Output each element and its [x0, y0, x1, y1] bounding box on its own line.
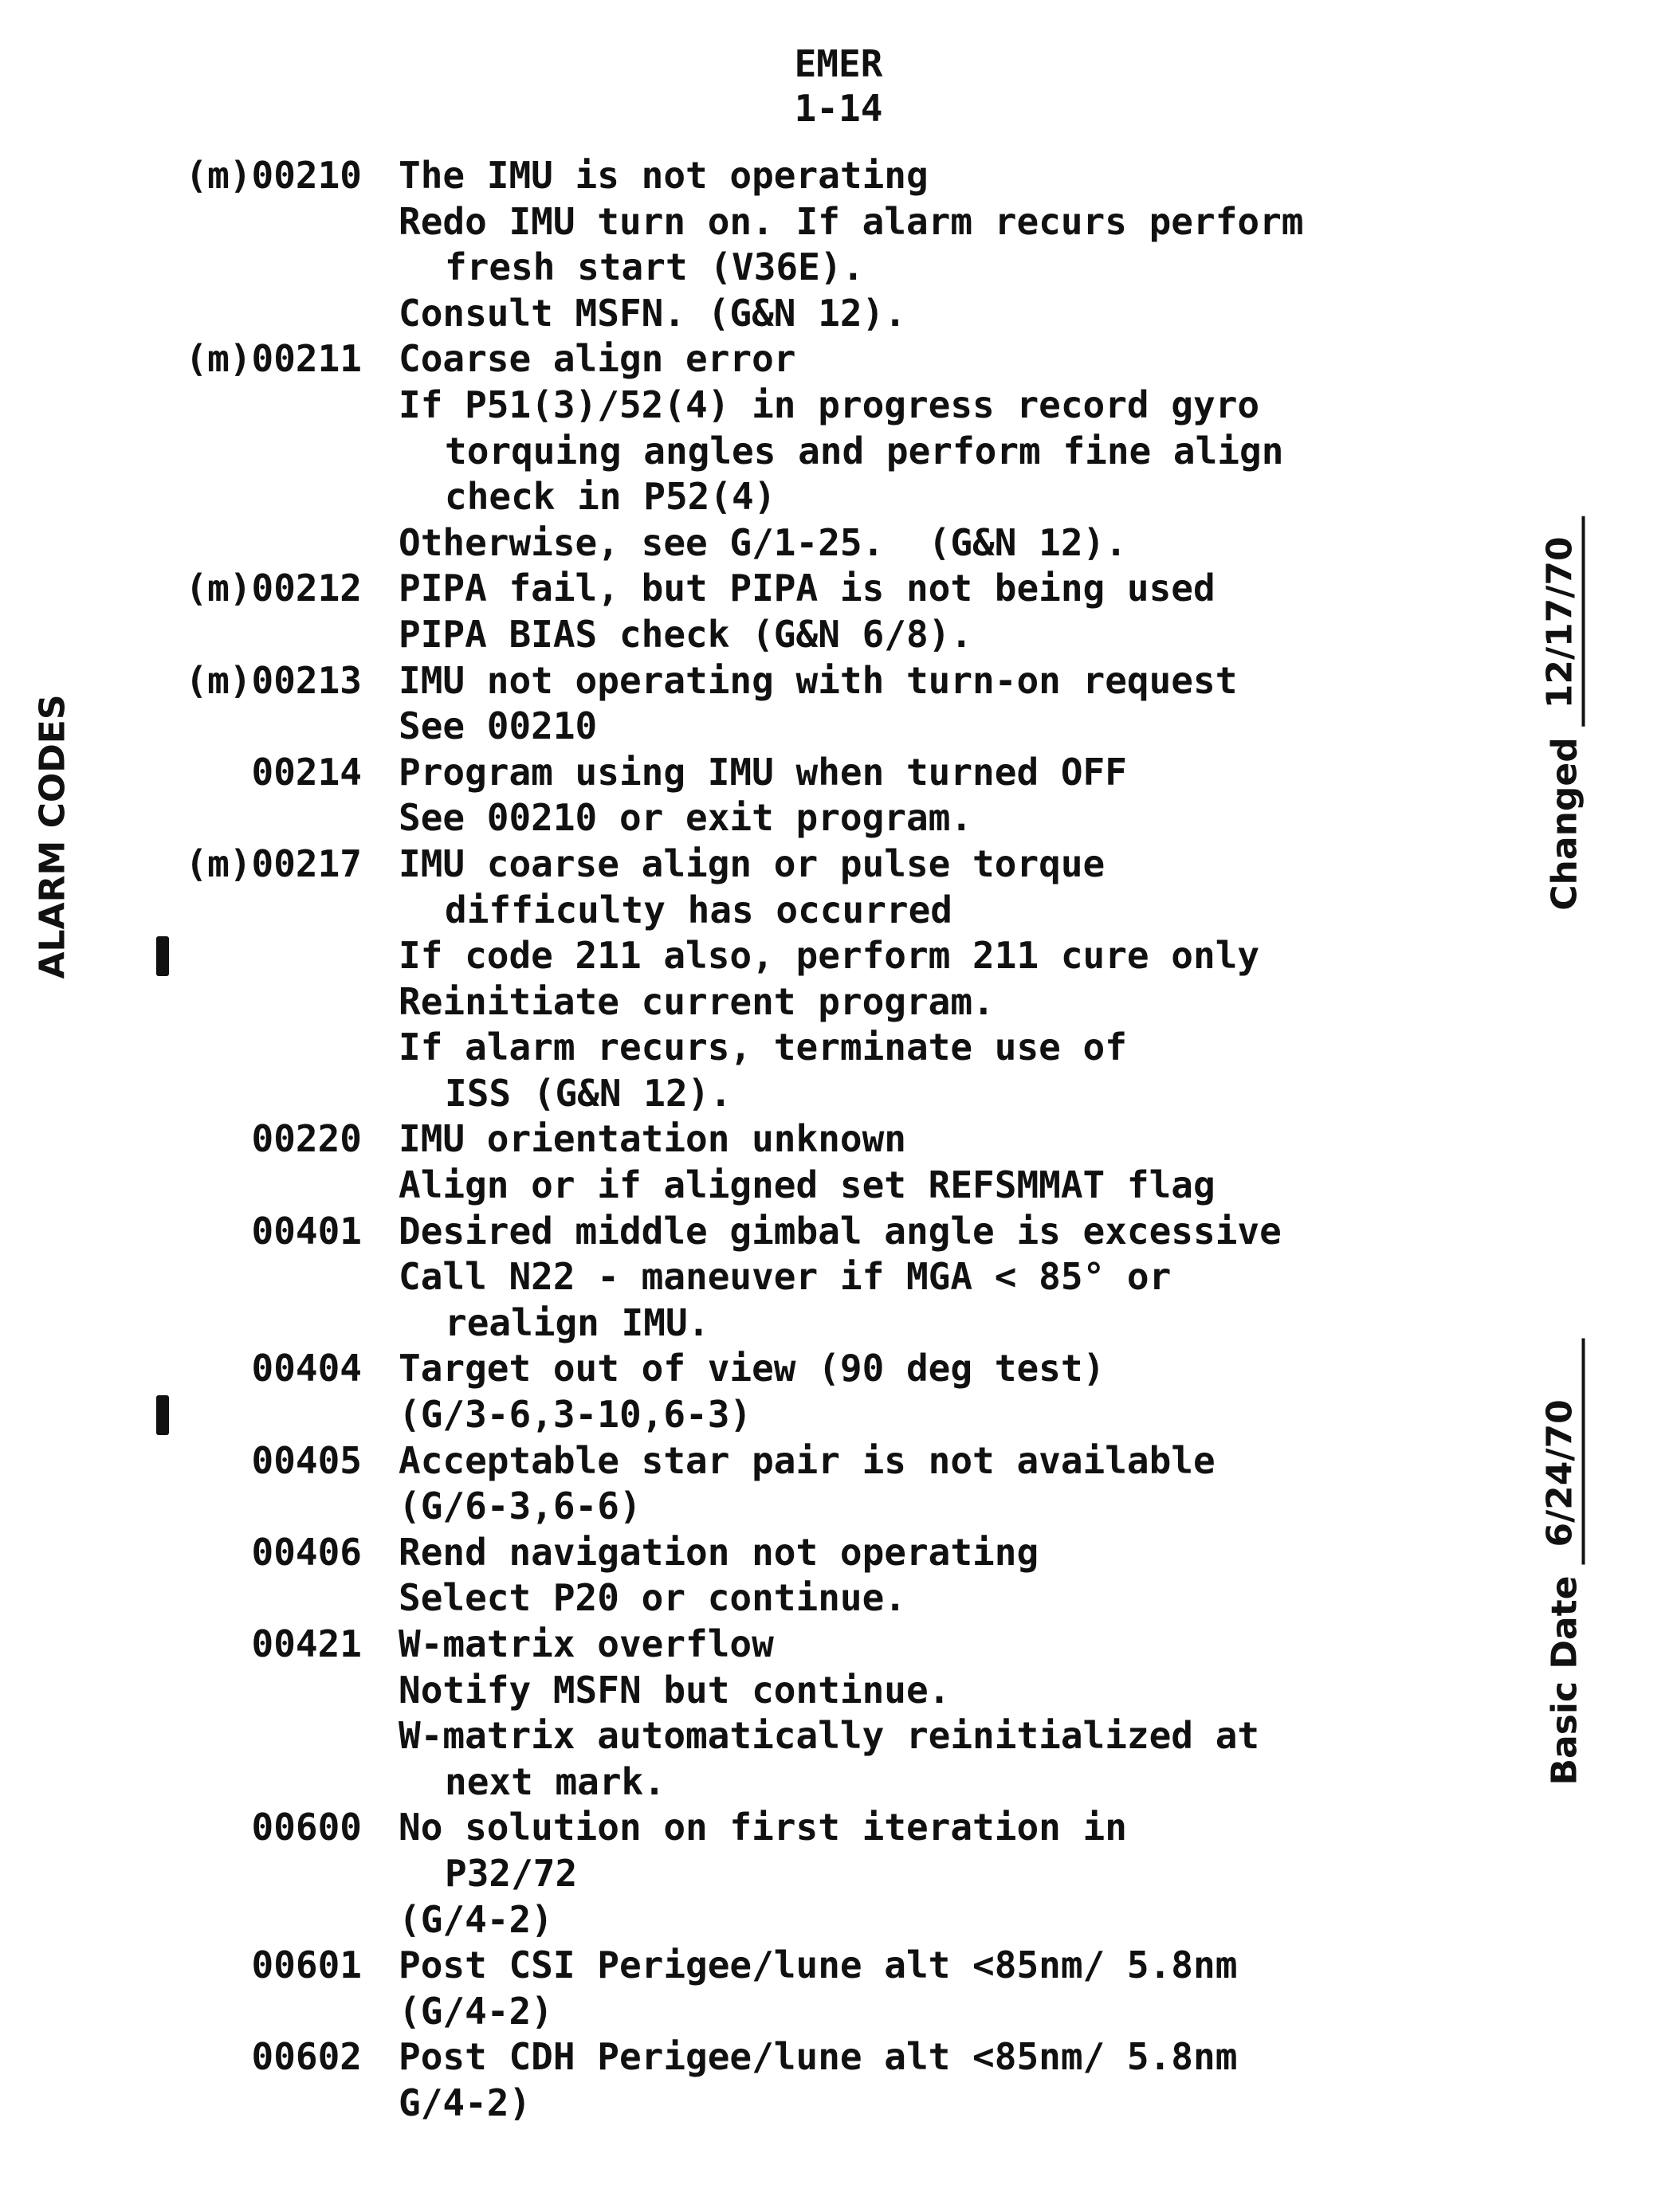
alarm-description-line: Notify MSFN but continue. — [399, 1668, 951, 1712]
alarm-code: 00405 — [251, 1438, 362, 1482]
alarm-description-line: (G/4-2) — [399, 1989, 553, 2033]
alarm-description-line: Coarse align error — [399, 337, 796, 381]
alarm-description-line: P32/72 — [445, 1851, 578, 1895]
alarm-code: (m)00212 — [185, 567, 362, 610]
section-title: EMER — [794, 42, 883, 85]
alarm-description-line: Post CSI Perigee/lune alt <85nm/ 5.8nm — [399, 1943, 1238, 1987]
alarm-code: 00601 — [251, 1943, 362, 1987]
alarm-entry — [0, 1209, 1435, 1347]
basic-date-label: Basic Date — [1544, 1575, 1585, 1786]
alarm-code-list — [0, 153, 1435, 2127]
alarm-description-line: IMU coarse align or pulse torque — [399, 841, 1106, 885]
changed-label: Changed — [1544, 737, 1585, 911]
changed-date: 12/17/70 — [1540, 516, 1585, 726]
page-header — [0, 41, 1677, 131]
alarm-description-line: The IMU is not operating — [399, 154, 929, 197]
alarm-code: 00220 — [251, 1117, 362, 1161]
alarm-description-line: See 00210 or exit program. — [399, 796, 973, 840]
alarm-description-line: realign IMU. — [445, 1300, 710, 1344]
basic-date: 6/24/70 — [1540, 1339, 1585, 1565]
alarm-code: (m)00213 — [185, 658, 362, 702]
alarm-entry — [0, 1622, 1435, 1805]
alarm-entry — [0, 841, 1435, 1117]
alarm-description-line: fresh start (V36E). — [445, 245, 865, 289]
alarm-description-line: Redo IMU turn on. If alarm recurs perform — [399, 199, 1304, 243]
alarm-description-line: torquing angles and perform fine align — [445, 429, 1284, 473]
alarm-description-line: difficulty has occurred — [445, 888, 952, 931]
alarm-entry — [0, 2034, 1435, 2126]
alarm-description-line: IMU orientation unknown — [399, 1117, 906, 1161]
alarm-description-line: No solution on first iteration in — [399, 1806, 1127, 1849]
alarm-description-line: Target out of view (90 deg test) — [399, 1347, 1106, 1390]
alarm-entry — [0, 1346, 1435, 1437]
alarm-code: 00214 — [251, 750, 362, 794]
alarm-entry — [0, 566, 1435, 657]
alarm-description-line: Call N22 - maneuver if MGA < 85° or — [399, 1255, 1172, 1299]
alarm-description-line: Rend navigation not operating — [399, 1530, 1039, 1574]
alarm-description-line: IMU not operating with turn-on request — [399, 658, 1238, 702]
alarm-description-line: (G/3-6,3-10,6-3) — [399, 1393, 752, 1437]
alarm-description-line: Align or if aligned set REFSMMAT flag — [399, 1163, 1216, 1207]
alarm-description-line: check in P52(4) — [445, 475, 776, 519]
alarm-code: 00421 — [251, 1622, 362, 1665]
alarm-entry — [0, 658, 1435, 750]
alarm-description-line: next mark. — [445, 1759, 666, 1803]
alarm-description-line: W-matrix overflow — [399, 1622, 774, 1665]
alarm-description-line: Program using IMU when turned OFF — [399, 750, 1127, 794]
alarm-description-line: Desired middle gimbal angle is excessive — [399, 1209, 1282, 1253]
alarm-description-line: G/4-2) — [399, 2081, 532, 2124]
alarm-description-line: Reinitiate current program. — [399, 979, 995, 1023]
alarm-description-line: If alarm recurs, terminate use of — [399, 1026, 1127, 1069]
alarm-description-line: If code 211 also, perform 211 cure only — [399, 934, 1260, 978]
alarm-description-line: Otherwise, see G/1-25. (G&N 12). — [399, 520, 1127, 564]
alarm-code: (m)00210 — [185, 154, 362, 197]
alarm-code: (m)00211 — [185, 337, 362, 381]
alarm-code: 00404 — [251, 1347, 362, 1390]
alarm-description-line: PIPA BIAS check (G&N 6/8). — [399, 612, 973, 656]
alarm-description-line: Acceptable star pair is not available — [399, 1438, 1216, 1482]
alarm-description-line: Select P20 or continue. — [399, 1576, 906, 1620]
change-bar — [156, 1395, 169, 1435]
alarm-code: 00600 — [251, 1806, 362, 1849]
alarm-description-line: W-matrix automatically reinitialized at — [399, 1714, 1260, 1758]
alarm-entry — [0, 1530, 1435, 1622]
change-bar — [156, 936, 169, 976]
alarm-code: 00406 — [251, 1530, 362, 1574]
alarm-entry — [0, 336, 1435, 566]
alarm-description-line: See 00210 — [399, 704, 598, 748]
alarm-entry — [0, 1943, 1435, 2034]
alarm-entry — [0, 1116, 1435, 1208]
changed-date-block — [1540, 516, 1585, 910]
alarm-entry — [0, 750, 1435, 841]
alarm-description-line: If P51(3)/52(4) in progress record gyro — [399, 382, 1260, 426]
alarm-entry — [0, 1805, 1435, 1943]
alarm-code: 00401 — [251, 1209, 362, 1253]
alarm-description-line: Post CDH Perigee/lune alt <85nm/ 5.8nm — [399, 2035, 1238, 2079]
alarm-description-line: ISS (G&N 12). — [445, 1071, 732, 1115]
alarm-description-line: Consult MSFN. (G&N 12). — [399, 291, 906, 335]
alarm-entry — [0, 1438, 1435, 1530]
page-number: 1-14 — [794, 87, 883, 130]
alarm-code: (m)00217 — [185, 841, 362, 885]
side-label-alarm-codes: ALARM CODES — [32, 694, 73, 979]
basic-date-block — [1540, 1339, 1585, 1786]
alarm-description-line: (G/6-3,6-6) — [399, 1484, 642, 1528]
alarm-code: 00602 — [251, 2035, 362, 2079]
alarm-description-line: (G/4-2) — [399, 1897, 553, 1941]
alarm-entry — [0, 153, 1435, 336]
alarm-description-line: PIPA fail, but PIPA is not being used — [399, 567, 1216, 610]
